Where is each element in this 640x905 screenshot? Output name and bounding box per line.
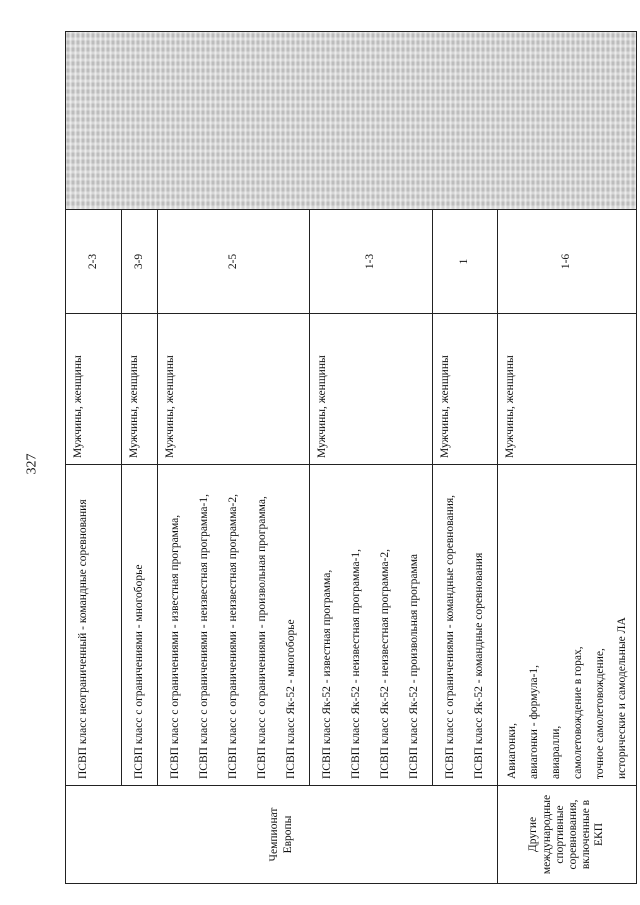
age-cell: 2-5 [158, 210, 310, 314]
category-cell-other: Другие международные спортивные соревнования, включенные в ЕКП [498, 786, 637, 884]
page-number: 327 [24, 453, 40, 475]
discipline-cell [498, 465, 637, 786]
discipline-line: ПСВП класс с ограничениями - известная программа, [169, 514, 181, 779]
sex-cell: Мужчины, женщины [310, 314, 433, 465]
age-cell: 2-3 [66, 210, 122, 314]
discipline-line: исторические и самодельные ЛА [616, 617, 628, 779]
discipline-line: авиагонки - формула-1, [528, 664, 540, 779]
discipline-line: ПСВП класс Як-52 - многоборье [285, 619, 297, 779]
age-cell: 1-6 [498, 210, 637, 314]
competition-table [65, 31, 637, 884]
discipline-cell [158, 465, 310, 786]
discipline-line: Авиагонки, [506, 723, 518, 779]
discipline-line: ПСВП класс с ограничениями - произвольная программа, [256, 496, 268, 779]
sex-cell: Мужчины, женщины [498, 314, 637, 465]
rotated-table [65, 32, 628, 884]
sex-cell: Мужчины, женщины [122, 314, 158, 465]
discipline-line: ПСВП класс неограниченный - командные соревнования [77, 499, 89, 779]
discipline-line: ПСВП класс Як-52 - командные соревнования [473, 552, 485, 779]
discipline-line: ПСВП класс с ограничениями - командные соревнования, [444, 494, 456, 779]
shaded-column [66, 32, 637, 210]
discipline-line: самолетовождение в горах, [572, 646, 584, 779]
discipline-line: ПСВП класс с ограничениями - неизвестная программа-1, [198, 494, 210, 779]
rotated-table-container [65, 32, 628, 884]
discipline-line: ПСВП класс Як-52 - произвольная программа [408, 553, 420, 779]
age-cell: 3-9 [122, 210, 158, 314]
discipline-cell [122, 465, 158, 786]
sex-cell: Мужчины, женщины [158, 314, 310, 465]
discipline-line: ПСВП класс с ограничениями - многоборье [133, 564, 145, 779]
sex-cell: Мужчины, женщины [433, 314, 498, 465]
discipline-line: ПСВП класс с ограничениями - неизвестная программа-2, [227, 494, 239, 779]
discipline-line: ПСВП класс Як-52 - неизвестная программа-1, [350, 548, 362, 779]
discipline-cell [310, 465, 433, 786]
discipline-line: ПСВП класс Як-52 - неизвестная программа-2, [379, 548, 391, 779]
category-cell-europe: Чемпионат Европы [66, 786, 498, 884]
discipline-line: ПСВП класс Як-52 - известная программа, [321, 569, 333, 779]
age-cell: 1 [433, 210, 498, 314]
discipline-cell [433, 465, 498, 786]
discipline-cell [66, 465, 122, 786]
discipline-line: авиаралли, [550, 725, 562, 779]
sex-cell: Мужчины, женщины [66, 314, 122, 465]
discipline-line: точное самолетовождение, [594, 648, 606, 779]
table-row [66, 32, 122, 884]
age-cell: 1-3 [310, 210, 433, 314]
